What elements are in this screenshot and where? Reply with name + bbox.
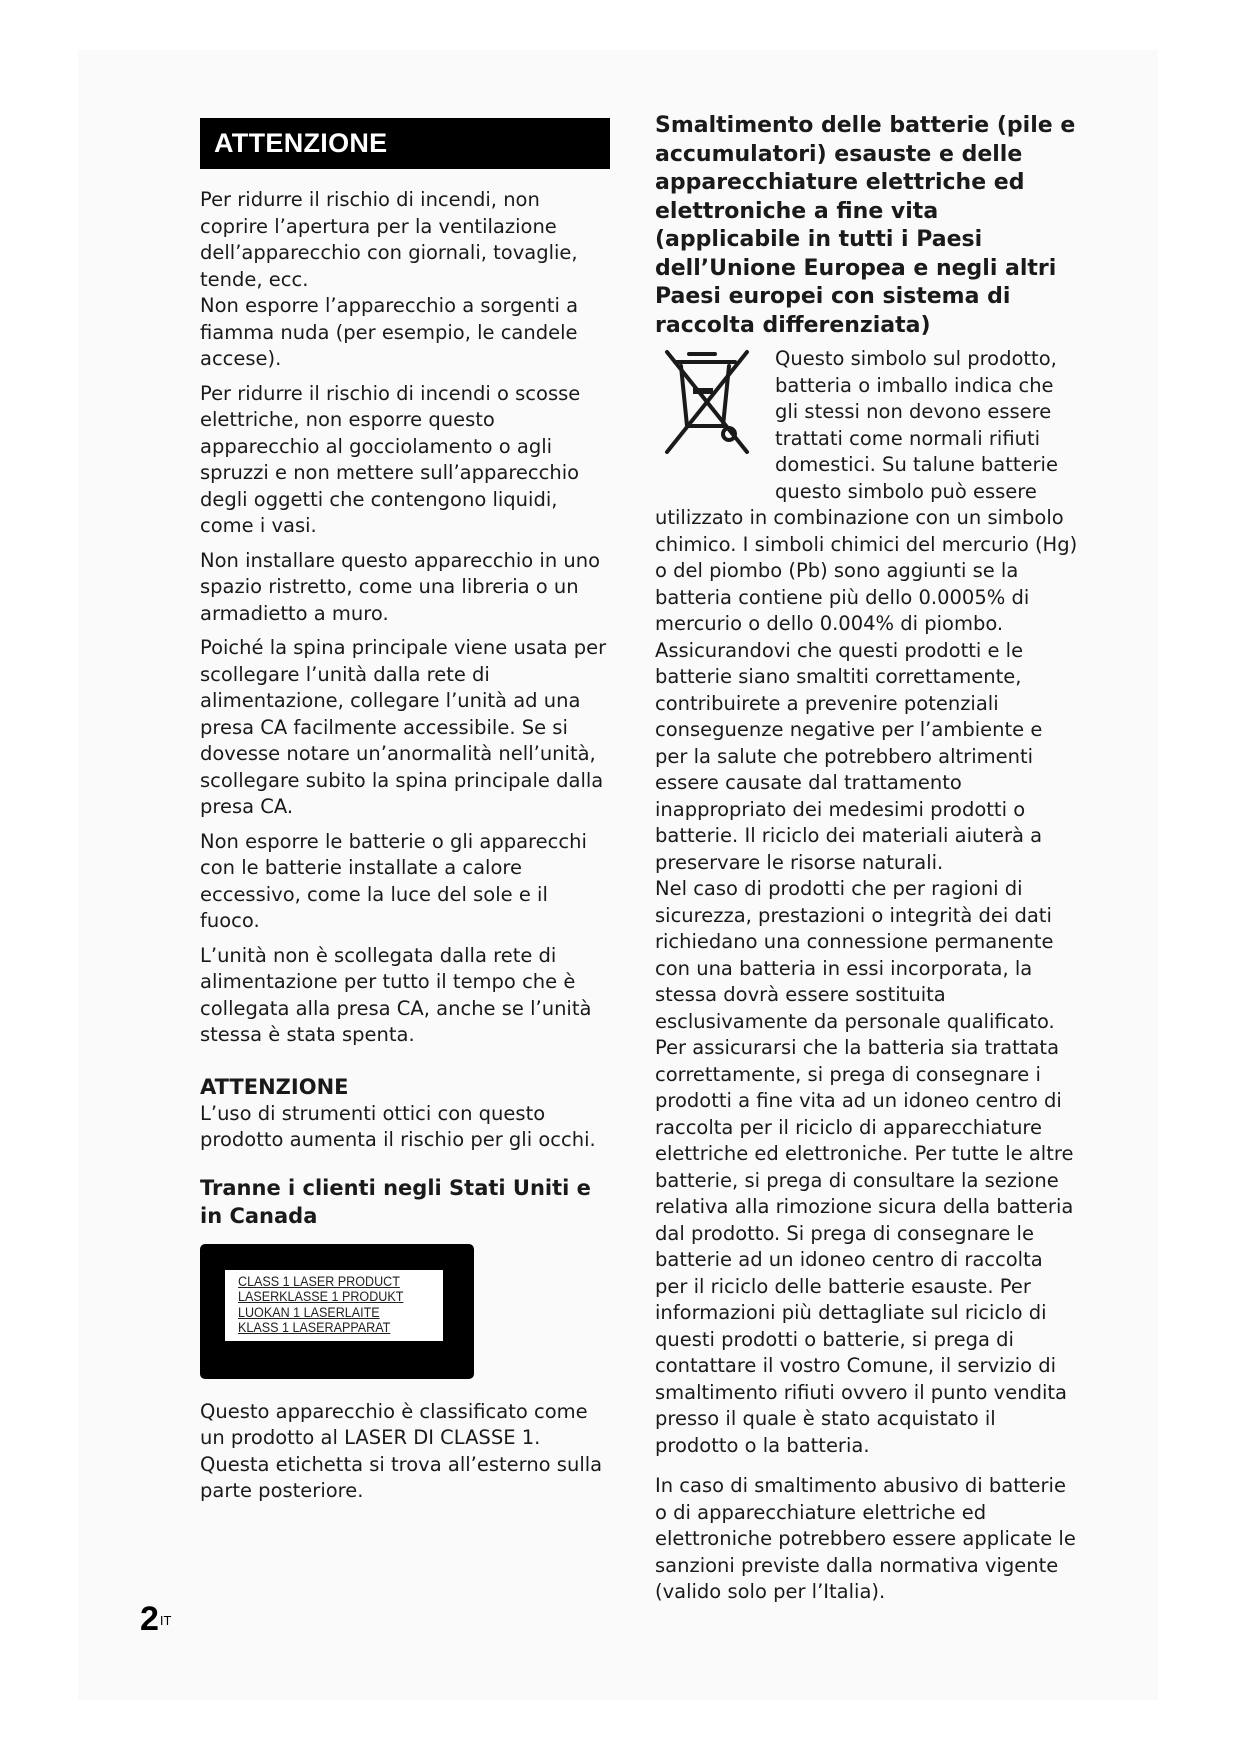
caution-text: L’uso di strumenti ottici con questo prodotto aumenta il rischio per gli occhi. [200, 1101, 596, 1151]
laser-label-line: CLASS 1 LASER PRODUCT [238, 1273, 400, 1289]
mains-plug-paragraph: Poiché la spina principale viene usata per scollegare l’unità dalla rete di alimentazione, collegare l’unità ad una presa CA facilmente accessibile. Se si dovesse notare un’anormalità nell’unità, scollegare subito la spina principale dalla presa CA. [200, 636, 607, 818]
except-us-canada-heading: Tranne i clienti negli Stati Uniti e in Canada [200, 1175, 591, 1228]
liquids-paragraph: Per ridurre il rischio di incendi o scosse elettriche, non esporre questo apparecchio al gocciolamento o agli spruzzi e non mettere sull’apparecchio degli oggetti che contengono liquidi, come i vasi. [200, 381, 581, 537]
language-code: IT [159, 1613, 172, 1628]
laser-label-line: KLASS 1 LASERAPPARAT [238, 1320, 391, 1335]
page-number [140, 1602, 171, 1636]
confined-space-paragraph: Non installare questo apparecchio in uno spazio ristretto, come una libreria o un armadietto a muro. [200, 548, 601, 625]
disposal-heading: Smaltimento delle batterie (pile e accumulatori) esauste e delle apparecchiature elettriche ed elettroniche a fine vita (applicabile in tutti i Paesi dell’Unione Europea e negli altri Paesi europei con sistema di raccolta differenziata) [655, 113, 1076, 338]
illegal-disposal-paragraph: In caso di smaltimento abusivo di batterie o di apparecchiature elettriche ed elettroniche potrebbero essere applicate le sanzioni previste dalla normativa vigente (valido solo per l’Italia). [655, 1474, 1076, 1603]
laser-class-label [200, 1244, 474, 1379]
right-column [655, 112, 1080, 1614]
caution-heading: ATTENZIONE [200, 1074, 349, 1099]
left-column [200, 118, 610, 1505]
laser-label-line: LASERKLASSE 1 PRODUKT [238, 1289, 404, 1304]
laser-classification-text: Questo apparecchio è classificato come un prodotto al LASER DI CLASSE 1. Questa etichetta si trova all’esterno sulla parte posteriore. [200, 1399, 603, 1502]
ventilation-paragraph: Per ridurre il rischio di incendi, non coprire l’apertura per la ventilazione dell’apparecchio con giornali, tovaglie, tende, ecc. [200, 188, 578, 291]
page-number-value: 2 [140, 1600, 159, 1638]
battery-heat-paragraph: Non esporre le batterie o gli apparecchi con le batterie installate a calore eccessivo, come la luce del sole e il fuoco. [200, 829, 587, 932]
built-in-battery-paragraph: Nel caso di prodotti che per ragioni di sicurezza, prestazioni o integrità dei dati richiedano una connessione permanente con una batteria in essi incorporata, la stessa dovrà essere sostituita esclusivamente da personale qualificato. Per assicurarsi che la batteria sia trattata correttamente, si prega di consegnare i prodotti a fine vita ad un idoneo centro di raccolta per il riciclo di apparecchiature elettriche ed elettroniche. Per tutte le altre batterie, si prega di consultare la sezione relativa alla rimozione sicura della batteria dal prodotto. Si prega di consegnare le batterie ad un idoneo centro di raccolta per il riciclo delle batterie esauste. Per informazioni più dettagliate sul riciclo di questi prodotti o batterie, si prega di contattare il vostro Comune, il servizio di smaltimento rifiuti ovvero il punto vendita presso il quale è stato acquistato il prodotto o la batteria. [655, 877, 1074, 1457]
laser-label-panel [225, 1270, 443, 1341]
standby-paragraph: L’unità non è scollegata dalla rete di alimentazione per tutto il tempo che è collegata alla presa CA, anche se l’unità stessa è stata spenta. [200, 943, 592, 1046]
crossed-out-wheelie-bin-icon [655, 348, 759, 456]
open-flame-paragraph: Non esporre l’apparecchio a sorgenti a fiamma nuda (per esempio, le candele accese). [200, 294, 579, 370]
weee-section [655, 346, 1080, 876]
weee-symbol-text: Questo simbolo sul prodotto, batteria o imballo indica che gli stessi non devono essere trattati come normali rifiuti domestici. Su talune batterie questo simbolo può essere utilizzato in combinazione con un simbolo chimico. I simboli chimici del mercurio (Hg) o del piombo (Pb) sono aggiunti se la batteria contiene più dello 0.0005% di mercurio o dello 0.004% di piombo. Assicurandovi che questi prodotti e le batterie siano smaltiti correttamente, contribuirete a prevenire potenziali conseguenze negative per l’ambiente e per la salute che potrebbero altrimenti essere causate dal trattamento inappropriato dei medesimi prodotti o batterie. Il riciclo dei materiali aiuterà a preservare le risorse naturali. [655, 347, 1078, 874]
attenzione-banner: ATTENZIONE [200, 118, 610, 169]
laser-label-line: LUOKAN 1 LASERLAITE [238, 1304, 380, 1320]
